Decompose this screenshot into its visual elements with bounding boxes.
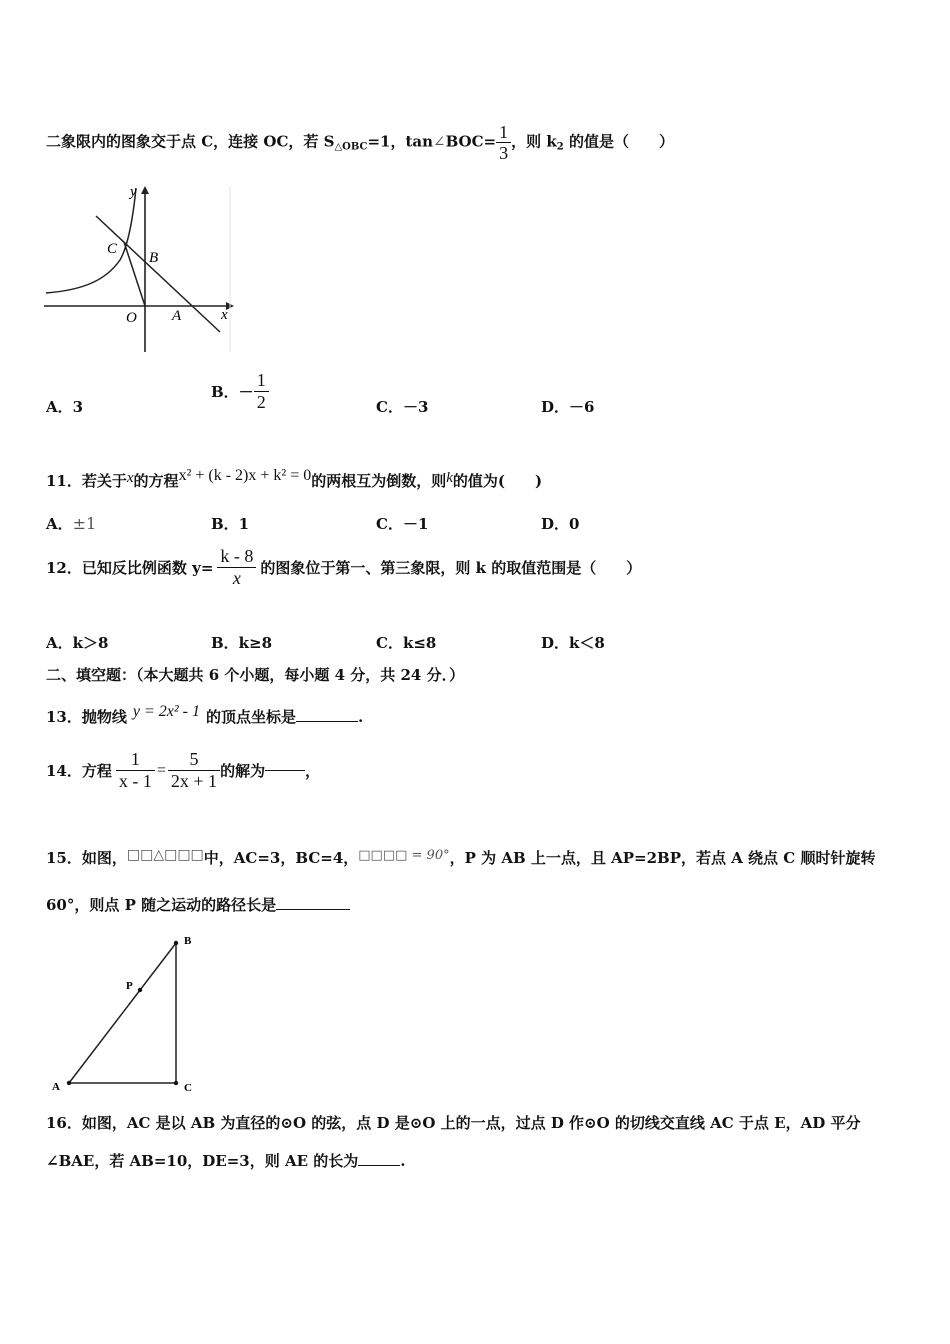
q14-stem xyxy=(46,749,320,792)
q10-frac-num: 1 xyxy=(499,122,509,142)
q14-left-fraction xyxy=(116,749,155,792)
q14-pre: 14．方程 xyxy=(46,762,112,780)
q15-inline-image-2: □□□□ = 90° xyxy=(358,848,450,863)
q12-option-a: A．k＞8 xyxy=(46,634,109,652)
y-arrow xyxy=(141,186,149,194)
q15-line2-text: 60°，则点 P 随之运动的路径长是 xyxy=(46,896,277,914)
q15-line1 xyxy=(46,845,875,868)
point-p xyxy=(138,988,142,992)
q14-post: 的解为 xyxy=(220,762,266,780)
q14-right-den: 2x + 1 xyxy=(168,770,220,792)
q13-equation: y = 2x² - 1 xyxy=(132,703,200,720)
q14-left-den: x - 1 xyxy=(116,770,155,792)
section-heading: 二、填空题：（本大题共 6 个小题，每小题 4 分，共 24 分．） xyxy=(46,666,465,684)
label-a: A xyxy=(172,308,182,324)
q11-equation: x² + (k - 2)x + k² = 0 xyxy=(178,467,312,484)
q10-fraction xyxy=(496,122,511,163)
q10-option-b-num: 1 xyxy=(256,370,266,390)
q11-option-a-label: A． xyxy=(46,515,73,533)
q10-option-b-den: 2 xyxy=(254,391,269,413)
q16-line2-pre: ∠BAE，若 AB=10，DE=3，则 AE 的长为 xyxy=(46,1152,359,1170)
q14-answer-blank[interactable] xyxy=(265,770,305,771)
q15-post: ，P 为 AB 上一点，且 AP=2BP，若点 A 绕点 C 顺时针旋转 xyxy=(449,849,876,867)
q10-stem-e: 的值是（ ） xyxy=(563,132,674,151)
q15-triangle-figure xyxy=(44,928,204,1098)
label-x: x xyxy=(221,307,228,323)
q15-line2 xyxy=(46,895,350,915)
q14-left-num: 1 xyxy=(130,749,140,769)
q10-option-c: C．－3 xyxy=(376,398,429,416)
q12-option-d: D．k＜8 xyxy=(541,634,605,652)
q16-line2-end: . xyxy=(400,1152,406,1170)
label-a: A xyxy=(52,1081,60,1093)
q15-inline-image-1: □□△□□□ xyxy=(126,847,204,863)
q11-end: 的值为( ) xyxy=(452,472,543,490)
q10-stem-a: 二象限内的图象交于点 C，连接 OC，若 S xyxy=(46,132,335,151)
label-c: C xyxy=(184,1082,192,1094)
q11-option-b: B．1 xyxy=(211,515,250,533)
point-c xyxy=(174,1081,178,1085)
q10-option-b-fraction xyxy=(254,370,269,413)
q11-var-x: x xyxy=(126,470,134,486)
label-p: P xyxy=(126,980,133,992)
q10-graph xyxy=(44,180,239,355)
q16-answer-blank[interactable] xyxy=(358,1165,400,1166)
q12-option-c: C．k≤8 xyxy=(376,634,437,652)
q12-option-b: B．k≥8 xyxy=(211,634,273,652)
q14-equals: = xyxy=(156,761,166,779)
q10-stem-b: =1，tan xyxy=(367,132,434,151)
q15-answer-blank[interactable] xyxy=(276,909,350,910)
point-a xyxy=(67,1081,71,1085)
q11-option-a-value: ±1 xyxy=(72,514,97,533)
line-ab xyxy=(96,216,220,332)
q13-stem xyxy=(46,702,363,727)
q14-end: ， xyxy=(305,762,321,780)
q12-post: 的图象位于第一、第三象限，则 k 的取值范围是（ ） xyxy=(260,559,642,577)
q12-frac-num: k - 8 xyxy=(220,546,254,566)
q13-post: 的顶点坐标是 xyxy=(206,708,297,726)
label-c: C xyxy=(107,241,118,257)
q12-stem xyxy=(46,546,641,589)
q12-frac-den: x xyxy=(217,567,256,589)
q11-option-a xyxy=(46,513,96,534)
q15-pre: 15．如图， xyxy=(46,849,127,867)
q10-option-b-pre: B．－ xyxy=(211,383,254,401)
label-b: B xyxy=(149,250,159,266)
q10-stem-d: ，则 k xyxy=(511,132,557,151)
q11-mid: 的方程 xyxy=(133,472,179,490)
q10-stem-sub: △OBC xyxy=(334,141,368,153)
q15-mid: 中，AC=3，BC=4， xyxy=(203,849,359,867)
q10-option-b xyxy=(211,370,269,413)
q13-answer-blank[interactable] xyxy=(296,721,358,722)
q11-option-c: C．－1 xyxy=(376,515,429,533)
q16-line1: 16．如图，AC 是以 AB 为直径的⊙O 的弦，点 D 是⊙O 上的一点，过点 D 作⊙O 的切线交直线 AC 于点 E，AD 平分 xyxy=(46,1114,861,1132)
q16-line2 xyxy=(46,1151,406,1171)
q10-angle: ∠ xyxy=(433,132,446,151)
label-b: B xyxy=(184,935,192,947)
q10-k-sub: 2 xyxy=(556,141,564,153)
q12-pre: 12．已知反比例函数 y= xyxy=(46,559,214,577)
label-o: O xyxy=(126,310,137,326)
side-ab xyxy=(69,943,176,1083)
point-b xyxy=(174,941,178,945)
q10-stem xyxy=(46,122,674,163)
q11-var-k: k xyxy=(446,470,453,486)
q10-stem-c: BOC= xyxy=(445,132,497,151)
label-y: y xyxy=(130,184,137,200)
q13-pre: 13．抛物线 xyxy=(46,708,127,726)
q11-option-d: D．0 xyxy=(541,515,580,533)
q14-right-num: 5 xyxy=(189,749,199,769)
q14-right-fraction xyxy=(168,749,220,792)
q11-stem xyxy=(46,466,542,491)
q11-pre: 11．若关于 xyxy=(46,472,127,490)
q12-fraction xyxy=(217,546,256,589)
q10-option-d: D．－6 xyxy=(541,398,595,416)
q10-frac-den: 3 xyxy=(496,142,511,163)
q11-post: 的两根互为倒数，则 xyxy=(311,472,447,490)
q13-end: . xyxy=(358,708,364,726)
q10-option-a: A．3 xyxy=(46,398,84,416)
